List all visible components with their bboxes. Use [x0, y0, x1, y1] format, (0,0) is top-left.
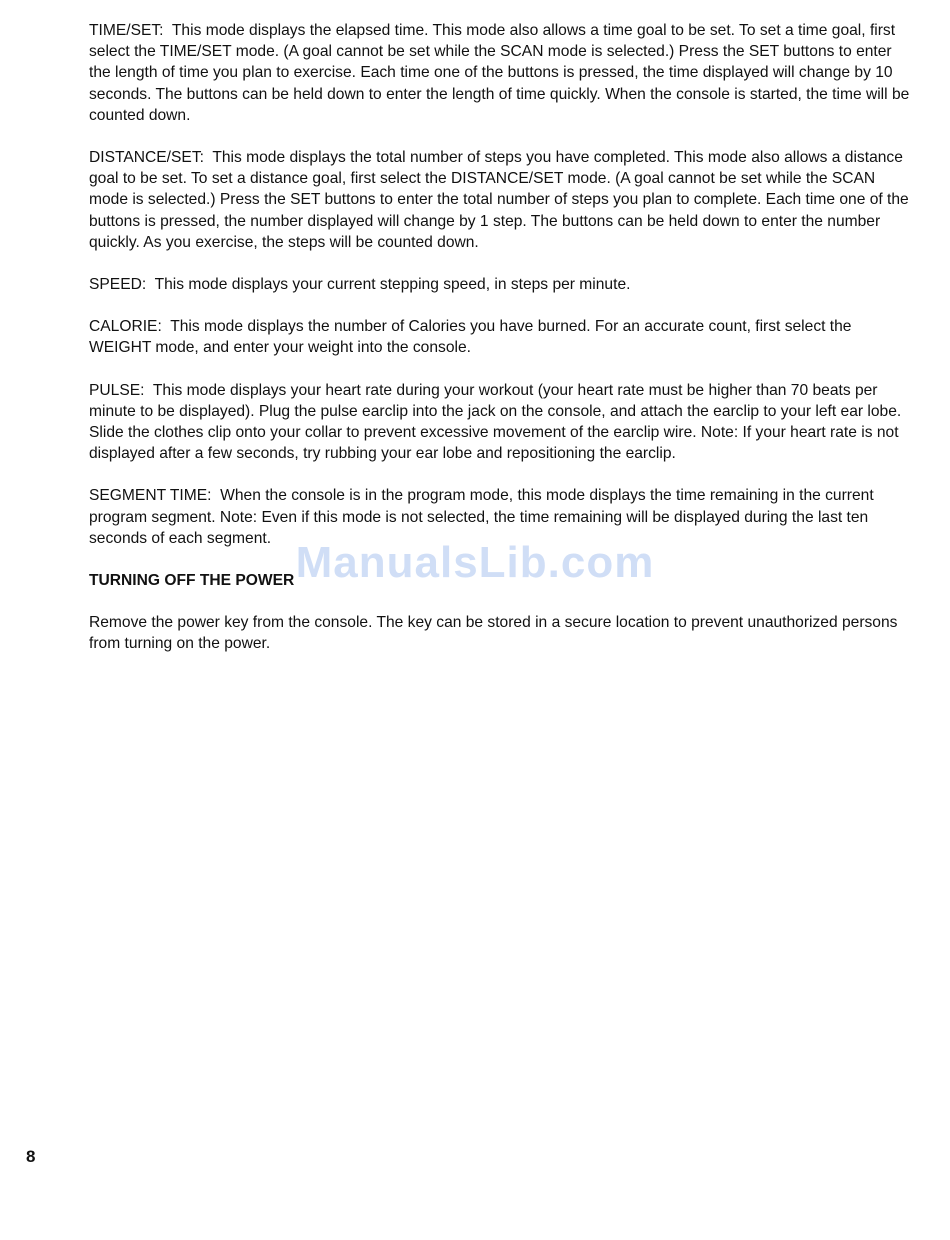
power-paragraph: Remove the power key from the console. The key can be stored in a secure location to prevent unauthorized persons from turning on the power.	[89, 614, 898, 653]
calorie-paragraph	[89, 316, 915, 358]
pulse-paragraph	[89, 380, 915, 465]
power-heading: TURNING OFF THE POWER	[89, 572, 295, 590]
page-content	[89, 20, 915, 676]
calorie-text: This mode displays the number of Calories you have burned. For an accurate count, first select the WEIGHT mode, and enter your weight into the console.	[89, 318, 852, 357]
time-set-text: This mode displays the elapsed time. This mode also allows a time goal to be set. To set a time goal, first select the TIME/SET mode. (A goal cannot be set while the SCAN mode is selected.) Press the SET buttons to enter the length of time you plan to exercise. Each time one of the buttons is pressed, the time displayed will change by 10 seconds. The buttons can be held down to enter the length of time quickly. When the console is started, the time will be counted down.	[89, 22, 910, 124]
segment-time-label: SEGMENT TIME:	[89, 487, 212, 505]
speed-label: SPEED:	[89, 276, 147, 294]
speed-text: This mode displays your current stepping speed, in steps per minute.	[154, 276, 631, 294]
pulse-label: PULSE:	[89, 381, 145, 399]
calorie-label: CALORIE:	[89, 318, 162, 336]
distance-set-text: This mode displays the total number of steps you have completed. This mode also allows a distance goal to be set. To set a distance goal, first select the DISTANCE/SET mode. (A goal cannot be set while the SCAN mode is selected.) Press the SET buttons to enter the total number of steps you plan to complete. Each time one of the buttons is pressed, the number displayed will change by 1 step. The buttons can be held down to enter the number quickly. As you exercise, the steps will be counted down.	[89, 149, 909, 251]
time-set-paragraph	[89, 20, 915, 126]
speed-paragraph	[89, 274, 915, 295]
page-number: 8	[26, 1147, 36, 1166]
segment-time-text: When the console is in the program mode, this mode displays the time remaining in the current program segment. Note: Even if this mode is not selected, the time remaining will be displayed during the last ten seconds of each segment.	[89, 487, 874, 547]
watermark-logo: ManualsLib.com	[295, 538, 655, 587]
distance-set-label: DISTANCE/SET:	[89, 149, 204, 167]
time-set-label: TIME/SET:	[89, 22, 164, 39]
segment-time-paragraph	[89, 485, 915, 549]
distance-set-paragraph	[89, 147, 915, 253]
pulse-text: This mode displays your heart rate during your workout (your heart rate must be higher than 70 beats per minute to be displayed). Plug the pulse earclip into the jack on the console, and attach the earclip to your left ear lobe. Slide the clothes clip onto your collar to prevent excessive movement of the earclip wire. Note: If your heart rate is not displayed after a few seconds, try rubbing your ear lobe and repositioning the earclip.	[89, 381, 902, 463]
